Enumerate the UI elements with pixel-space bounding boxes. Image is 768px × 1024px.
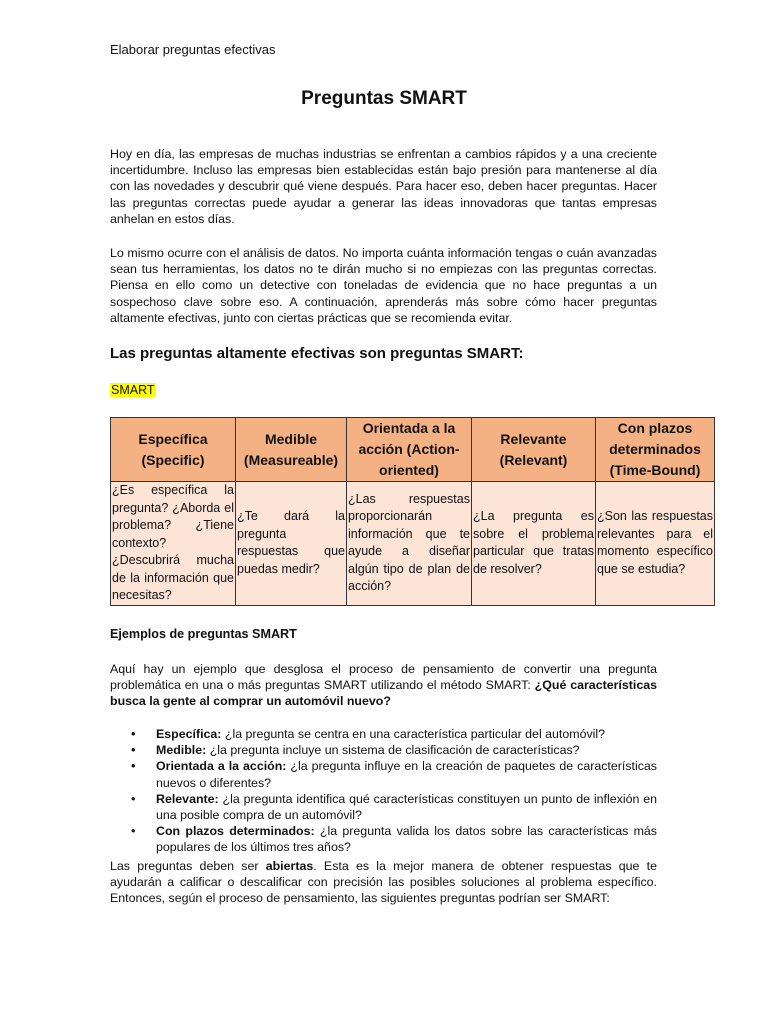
cell-specific: ¿Es específica la pregunta? ¿Aborda el problema? ¿Tiene contexto? ¿Descubrirá mucha de la información que necesitas?	[111, 482, 236, 606]
list-item	[110, 791, 657, 823]
list-item	[110, 823, 657, 855]
criterion-label: Medible:	[156, 743, 207, 758]
intro-paragraph-2: Lo mismo ocurre con el análisis de datos. No importa cuánta información tengas o cuán avanzadas sean tus herramientas, los datos no te dirán mucho si no empiezas con las preguntas correctas. Piensa en ello como un detective con toneladas de evidencia que no hace preguntas a un sospechoso clave sobre eso. A continuación, aprenderás más sobre cómo hacer preguntas altamente efectivas, junto con ciertas prácticas que se recomienda evitar.	[110, 246, 657, 325]
header-cell-relevant: Relevante (Relevant)	[472, 418, 596, 482]
criterion-label: Orientada a la acción:	[156, 759, 287, 774]
examples-intro-question: ¿Qué características busca la gente al comprar un automóvil nuevo?	[110, 678, 657, 709]
header-cell-action-oriented: Orientada a la acción (Action-oriented)	[347, 418, 472, 482]
smart-table	[110, 417, 715, 606]
smart-table-row	[111, 482, 715, 606]
page-title: Preguntas SMART	[301, 88, 467, 109]
smart-highlight-label: SMART	[111, 383, 155, 397]
criterion-text: ¿la pregunta incluye un sistema de clasificación de características?	[206, 743, 580, 758]
header-cell-specific: Específica (Specific)	[111, 418, 236, 482]
examples-heading: Ejemplos de preguntas SMART	[110, 627, 297, 641]
criterion-label: Con plazos determinados:	[156, 824, 315, 839]
criterion-text: ¿la pregunta valida los datos sobre las características más populares de los últimos tres años?	[156, 824, 657, 855]
closing-paragraph	[110, 858, 657, 907]
cell-relevant: ¿La pregunta es sobre el problema particular que tratas de resolver?	[472, 482, 596, 606]
examples-intro-paragraph	[110, 661, 657, 710]
list-item	[110, 726, 657, 742]
criterion-label: Relevante:	[156, 791, 219, 806]
header-cell-time-bound: Con plazos determinados (Time-Bound)	[596, 418, 715, 482]
criterion-text: ¿la pregunta identifica qué características constituyen un punto de inflexión en una posible compra de un automóvil?	[156, 791, 657, 823]
closing-emphasis: abiertas	[265, 859, 314, 873]
header-cell-measurable: Medible (Measureable)	[236, 418, 347, 482]
list-item	[110, 742, 657, 758]
smart-table-header-row	[111, 418, 715, 482]
list-item	[110, 758, 657, 790]
cell-measurable: ¿Te dará la pregunta respuestas que puedas medir?	[236, 482, 347, 606]
criterion-label: Específica:	[156, 727, 222, 741]
section-heading: Las preguntas altamente efectivas son preguntas SMART:	[110, 345, 524, 362]
examples-intro-text: Aquí hay un ejemplo que desglosa el proceso de pensamiento de convertir una pregunta problemática en una o más preguntas SMART utilizando el método SMART:	[110, 662, 657, 693]
page-header: Elaborar preguntas efectivas	[110, 42, 276, 57]
closing-text-end: . Esta es la mejor manera de obtener respuestas que te ayudarán a calificar o descalificar con precisión las posibles soluciones al problema específico. Entonces, según el proceso de pensamiento, las siguientes preguntas podrían ser SMART:	[110, 859, 658, 906]
closing-text-start: Las preguntas deben ser	[110, 859, 266, 873]
criteria-list	[110, 726, 657, 856]
criterion-text: ¿la pregunta influye en la creación de paquetes de características nuevos o diferentes?	[156, 759, 657, 790]
intro-paragraph-1: Hoy en día, las empresas de muchas industrias se enfrentan a cambios rápidos y a una creciente incertidumbre. Incluso las empresas bien establecidas están bajo presión para mantenerse al día con las novedades y descubrir qué viene después. Para hacer eso, deben hacer preguntas. Hacer las preguntas correctas puede ayudar a generar las ideas innovadoras que tantas empresas anhelan en estos días.	[110, 147, 657, 226]
criterion-text: ¿la pregunta se centra en una característica particular del automóvil?	[221, 727, 606, 741]
cell-time-bound: ¿Son las respuestas relevantes para el momento específico que se estudia?	[596, 482, 715, 606]
cell-action-oriented: ¿Las respuestas proporcionarán información que te ayude a diseñar algún tipo de plan de acción?	[347, 482, 472, 606]
